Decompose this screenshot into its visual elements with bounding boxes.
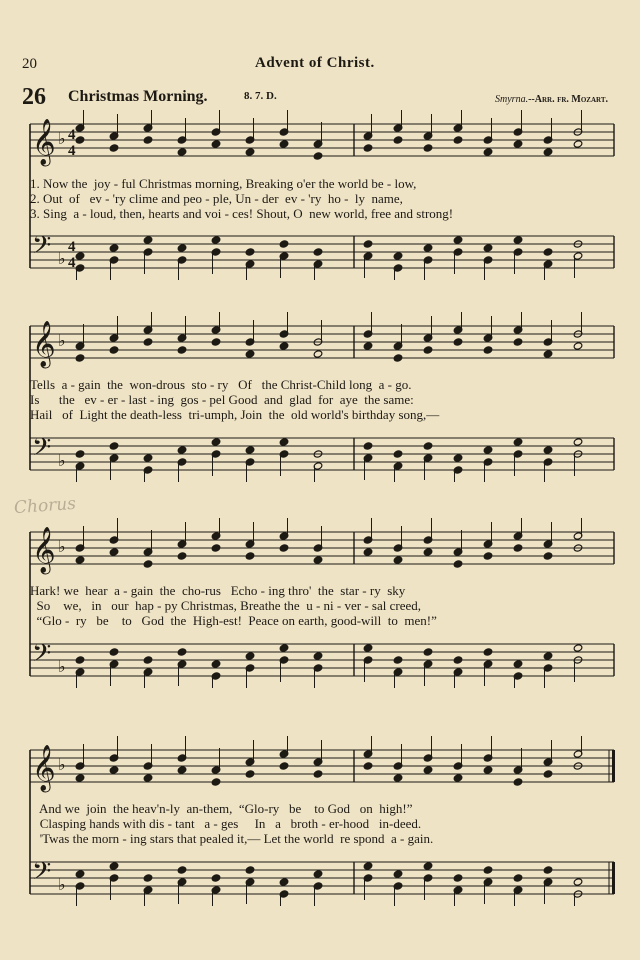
lyric-verse-2: So we, in our hap - py Christmas, Breathe the u - ni - ver - sal creed, bbox=[30, 598, 421, 613]
hymn-title: Christmas Morning. bbox=[68, 88, 208, 105]
svg-text:𝄞: 𝄞 bbox=[32, 527, 56, 573]
lyric-verse-2: Clasping hands with dis - tant a - ges In a broth - er-hood in-deed. bbox=[30, 816, 422, 831]
lyrics-system-2 bbox=[30, 377, 615, 422]
svg-text:𝄢: 𝄢 bbox=[32, 433, 52, 468]
svg-text:𝄢: 𝄢 bbox=[32, 639, 52, 674]
svg-text:♭: ♭ bbox=[58, 129, 66, 148]
lyric-verse-1: Tells a - gain the won-drous sto - ry Of the Christ-Child long a - go. bbox=[30, 377, 412, 392]
lyrics-system-4 bbox=[30, 801, 615, 846]
svg-text:𝄞: 𝄞 bbox=[32, 745, 56, 791]
running-head: Advent of Christ. bbox=[255, 55, 375, 71]
svg-text:♭: ♭ bbox=[58, 537, 66, 556]
lyrics-system-3 bbox=[30, 583, 615, 628]
svg-text:♭: ♭ bbox=[58, 875, 66, 894]
lyric-verse-3: Hail of Light the death-less tri-umph, Join the old world's birthday song,— bbox=[30, 407, 440, 422]
lyric-verse-2: Is the ev - er - last - ing gos - pel Good and glad for aye the same: bbox=[30, 392, 414, 407]
svg-text:𝄞: 𝄞 bbox=[32, 119, 56, 165]
arranger: --Arr. fr. Mozart. bbox=[528, 94, 608, 105]
svg-text:4: 4 bbox=[68, 255, 76, 271]
lyric-verse-1: And we join the heav'n-ly an-them, “Glo-ry be to God on high!” bbox=[30, 801, 413, 816]
handwritten-margin-note: Chorus bbox=[13, 493, 77, 519]
svg-text:𝄢: 𝄢 bbox=[32, 857, 52, 892]
tune-info bbox=[495, 94, 608, 105]
lyric-verse-3: 'Twas the morn - ing stars that pealed it,— Let the world re spond a - gain. bbox=[30, 831, 434, 846]
lyric-verse-3: “Glo - ry be to God the High-est! Peace on earth, good-will to men!” bbox=[30, 613, 437, 628]
hymn-number: 26 bbox=[22, 84, 46, 110]
hymn-meter: 8. 7. D. bbox=[244, 90, 277, 102]
tune-name: Smyrna. bbox=[495, 94, 529, 105]
lyric-verse-1: 1. Now the joy - ful Christmas morning, Breaking o'er the world be - low, bbox=[30, 176, 417, 191]
lyric-verse-3: 3. Sing a - loud, then, hearts and voi - ces! Shout, O new world, free and strong! bbox=[30, 206, 454, 221]
svg-text:♭: ♭ bbox=[58, 249, 66, 268]
svg-text:𝄢: 𝄢 bbox=[32, 231, 52, 266]
page-number: 20 bbox=[22, 56, 37, 72]
lyric-verse-2: 2. Out of ev - 'ry clime and peo - ple, Un - der ev - 'ry ho - ly name, bbox=[30, 191, 403, 206]
svg-text:♭: ♭ bbox=[58, 451, 66, 470]
lyric-verse-1: Hark! we hear a - gain the cho-rus Echo - ing thro' the star - ry sky bbox=[30, 583, 406, 598]
svg-text:♭: ♭ bbox=[58, 755, 66, 774]
svg-text:4: 4 bbox=[68, 127, 76, 143]
lyrics-system-1 bbox=[30, 176, 615, 221]
svg-text:♭: ♭ bbox=[58, 657, 66, 676]
svg-text:4: 4 bbox=[68, 143, 76, 159]
svg-text:𝄞: 𝄞 bbox=[32, 321, 56, 367]
svg-text:4: 4 bbox=[68, 239, 76, 255]
svg-text:♭: ♭ bbox=[58, 331, 66, 350]
